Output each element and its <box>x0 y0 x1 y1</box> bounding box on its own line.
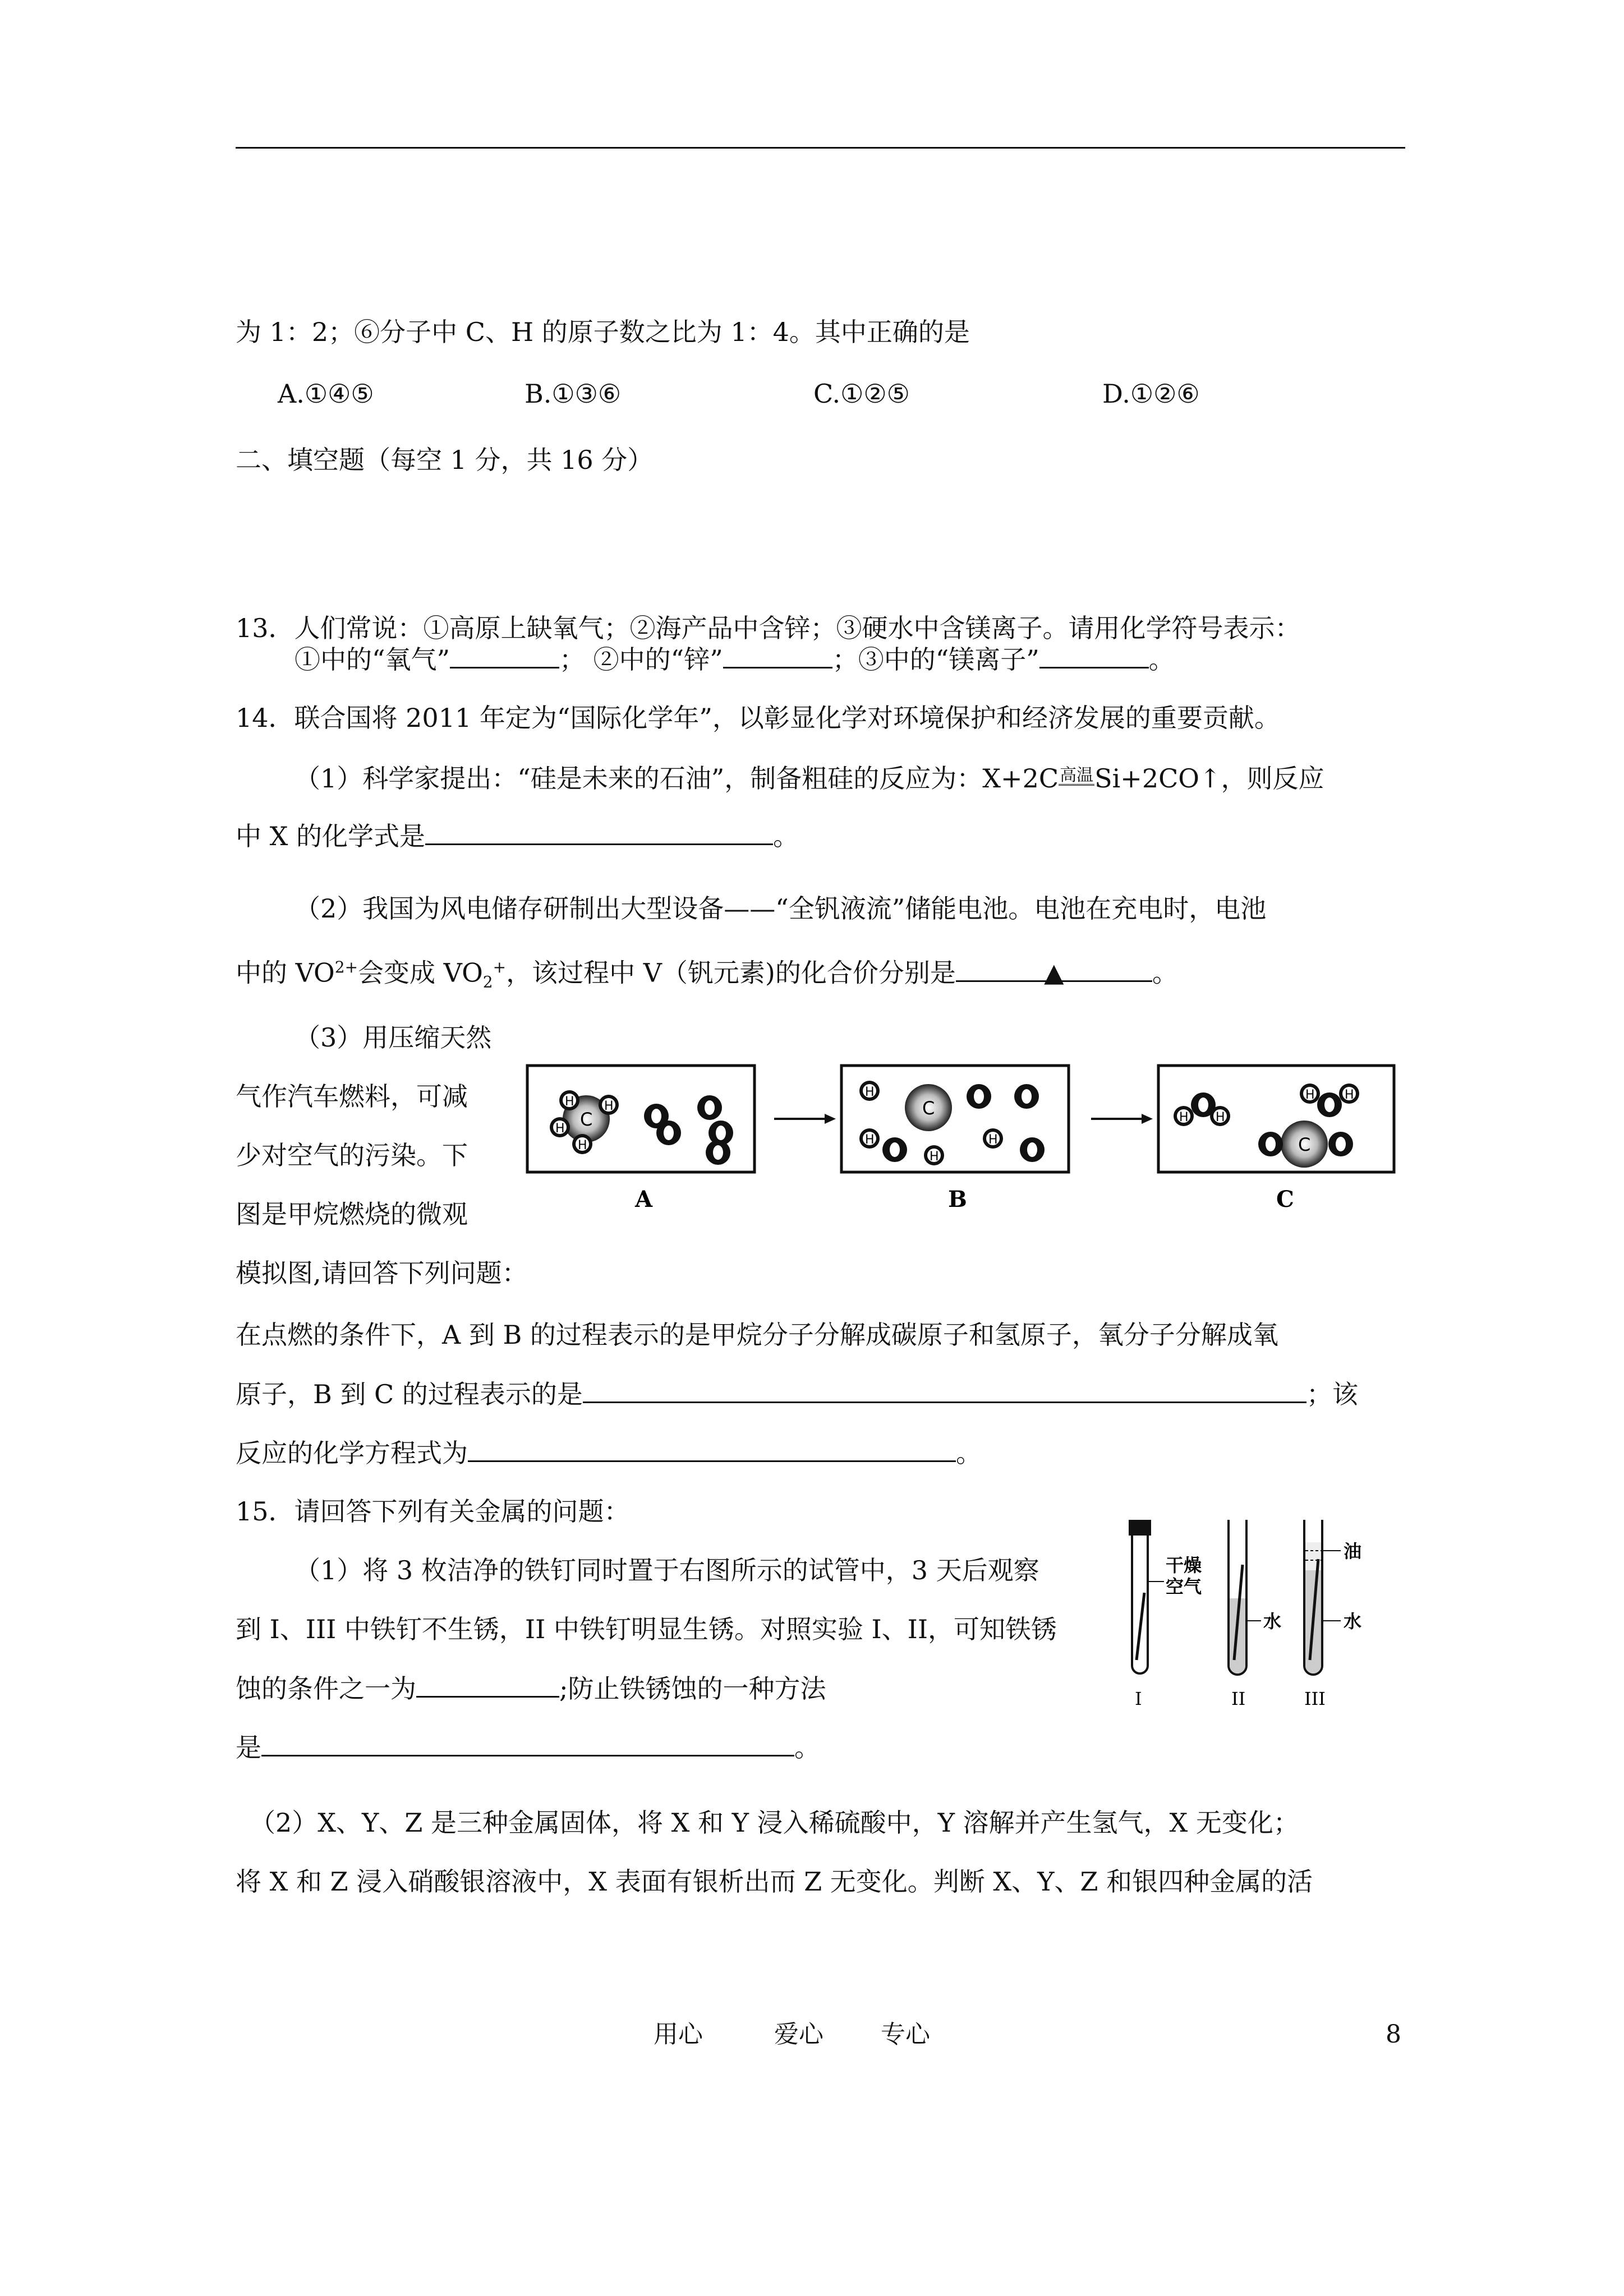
q15-p1-line4: 是 。 <box>236 1730 820 1764</box>
q14-p3-line1: （3）用压缩天然 <box>295 1022 492 1053</box>
methane-molecule <box>550 1090 619 1154</box>
q14-p2-line2: 中的 $VO^{2+}$会变成 $VO_2^+$，该过程中 V（钒元素)的化合价分别是 ▲ 。 <box>236 951 1178 999</box>
svg-text:H: H <box>930 1150 939 1164</box>
svg-text:C: C <box>922 1098 935 1119</box>
footer-motto-3: 专心 <box>881 2020 930 2049</box>
q14-p3-cont: 模拟图,请回答下列问题： <box>236 1258 528 1288</box>
svg-text:H: H <box>1216 1110 1225 1124</box>
svg-text:H: H <box>1305 1088 1315 1102</box>
q13-part2: ②中的“锌” <box>593 644 723 675</box>
option-c: C.①②⑤ <box>813 379 910 409</box>
test-tube-i <box>1129 1520 1202 1673</box>
svg-text:H: H <box>1179 1110 1189 1124</box>
q15-p2-line1: （2）X、Y、Z 是三种金属固体，将 X 和 Y 浸入稀硫酸中，Y 溶解并产生氢气，X 无变化； <box>250 1808 1299 1838</box>
separated-atoms-b <box>859 1081 1045 1165</box>
answer-blank[interactable] <box>450 642 559 668</box>
label-a: A <box>635 1186 653 1212</box>
test-tube-iii <box>1304 1520 1361 1675</box>
tube-numeral-ii: II <box>1231 1688 1246 1709</box>
label-c: C <box>1276 1186 1294 1212</box>
test-tube-ii <box>1229 1520 1281 1675</box>
q14-p1-line1: （1）科学家提出：“硅是未来的石油”，制备粗硅的反应为：X+2C高温Si+2CO↑，则反应 <box>295 763 1324 794</box>
label-b: B <box>948 1186 967 1212</box>
svg-text:H: H <box>565 1095 574 1109</box>
reaction-condition: 高温 <box>1060 766 1094 785</box>
q13-part1: ①中的“氧气” <box>295 644 450 675</box>
svg-text:H: H <box>865 1085 875 1099</box>
products-c <box>1174 1084 1359 1168</box>
header-rule <box>236 147 1405 149</box>
q14-p3-desc3: 反应的化学方程式为 。 <box>236 1436 982 1470</box>
arrow-head <box>825 1114 836 1124</box>
triangle-marker: ▲ <box>1044 957 1064 988</box>
q15-p1-line3: 蚀的条件之一为 ;防止铁锈蚀的一种方法 <box>236 1671 826 1705</box>
q14-p3-desc2: 原子，B 到 C 的过程表示的是 ；该 <box>236 1377 1358 1411</box>
q14-p3-line3: 少对空气的污染。下 <box>236 1140 468 1170</box>
option-d: D.①②⑥ <box>1102 379 1200 409</box>
q14-p3-line4: 图是甲烷燃烧的微观 <box>236 1199 468 1229</box>
q15-p2-line2: 将 X 和 Z 浸入硝酸银溶液中，X 表面有银析出而 Z 无变化。判断 X、Y、Z 和银四种金属的活 <box>236 1866 1313 1897</box>
option-a: A.①④⑤ <box>278 379 374 409</box>
q14-p1-line2: 中 X 的化学式是 。 <box>236 819 799 853</box>
arrow-head <box>1142 1114 1153 1124</box>
q12-tail-line: 为 1：2；⑥分子中 C、H 的原子数之比为 1：4。其中正确的是 <box>236 317 970 347</box>
dry-air-label-2: 空气 <box>1166 1576 1202 1597</box>
iron-nail-test-tubes-figure <box>1116 1509 1408 1733</box>
q14-p3-line2: 气作汽车燃料，可减 <box>236 1081 468 1112</box>
svg-text:H: H <box>555 1122 565 1136</box>
svg-text:H: H <box>865 1133 875 1147</box>
answer-blank[interactable] <box>723 642 832 668</box>
q14-p2-line1: （2）我国为风电储存研制出大型设备——“全钒液流”储能电池。电池在充电时，电池 <box>295 893 1267 924</box>
answer-blank[interactable] <box>261 1730 794 1756</box>
q13-line1: 13．人们常说：①高原上缺氧气；②海产品中含锌；③硬水中含镁离子。请用化学符号表示： <box>236 613 1301 643</box>
section-2-title: 二、填空题（每空 1 分，共 16 分） <box>236 445 654 475</box>
svg-text:C: C <box>580 1109 593 1130</box>
water-label: 水 <box>1263 1611 1282 1632</box>
q15-p1-line2: 到 I、III 中铁钉不生锈，II 中铁钉明显生锈。对照实验 I、II，可知铁锈 <box>236 1614 1057 1644</box>
answer-blank[interactable] <box>468 1436 956 1462</box>
box-c <box>1158 1066 1394 1172</box>
answer-blank[interactable] <box>583 1377 1306 1403</box>
answer-blank[interactable] <box>1039 642 1149 668</box>
option-b: B.①③⑥ <box>525 379 622 409</box>
page-number: 8 <box>1386 2020 1401 2049</box>
svg-text:H: H <box>578 1138 587 1152</box>
dry-air-label-1: 干燥 <box>1166 1555 1202 1576</box>
svg-text:C: C <box>1298 1134 1311 1155</box>
methane-combustion-diagram <box>522 1060 1408 1223</box>
answer-blank[interactable] <box>416 1671 559 1698</box>
oxygen-molecules-a <box>644 1095 733 1165</box>
water-label-2: 水 <box>1344 1611 1362 1632</box>
footer-motto-1: 用心 <box>654 2020 703 2049</box>
q13-line2: ①中的“氧气” ； ②中的“锌” ；③中的“镁离子” 。 <box>295 642 1175 676</box>
svg-text:H: H <box>1345 1088 1354 1102</box>
answer-blank[interactable] <box>425 819 773 845</box>
svg-text:H: H <box>988 1133 998 1147</box>
oil-label: 油 <box>1344 1541 1362 1562</box>
tube-numeral-i: I <box>1135 1688 1142 1709</box>
footer-motto-2: 爱心 <box>774 2020 823 2049</box>
q14-intro: 14．联合国将 2011 年定为“国际化学年”，以彰显化学对环境保护和经济发展的重要贡献。 <box>236 703 1280 733</box>
q14-p3-desc1: 在点燃的条件下，A 到 B 的过程表示的是甲烷分子分解成碳原子和氢原子，氧分子分解成氧 <box>236 1320 1278 1350</box>
svg-text:H: H <box>604 1099 614 1113</box>
tube-numeral-iii: III <box>1304 1688 1326 1709</box>
q15-intro: 15．请回答下列有关金属的问题： <box>236 1496 630 1527</box>
q15-p1-line1: （1）将 3 枚洁净的铁钉同时置于右图所示的试管中，3 天后观察 <box>295 1555 1039 1585</box>
answer-blank[interactable] <box>956 956 1152 988</box>
